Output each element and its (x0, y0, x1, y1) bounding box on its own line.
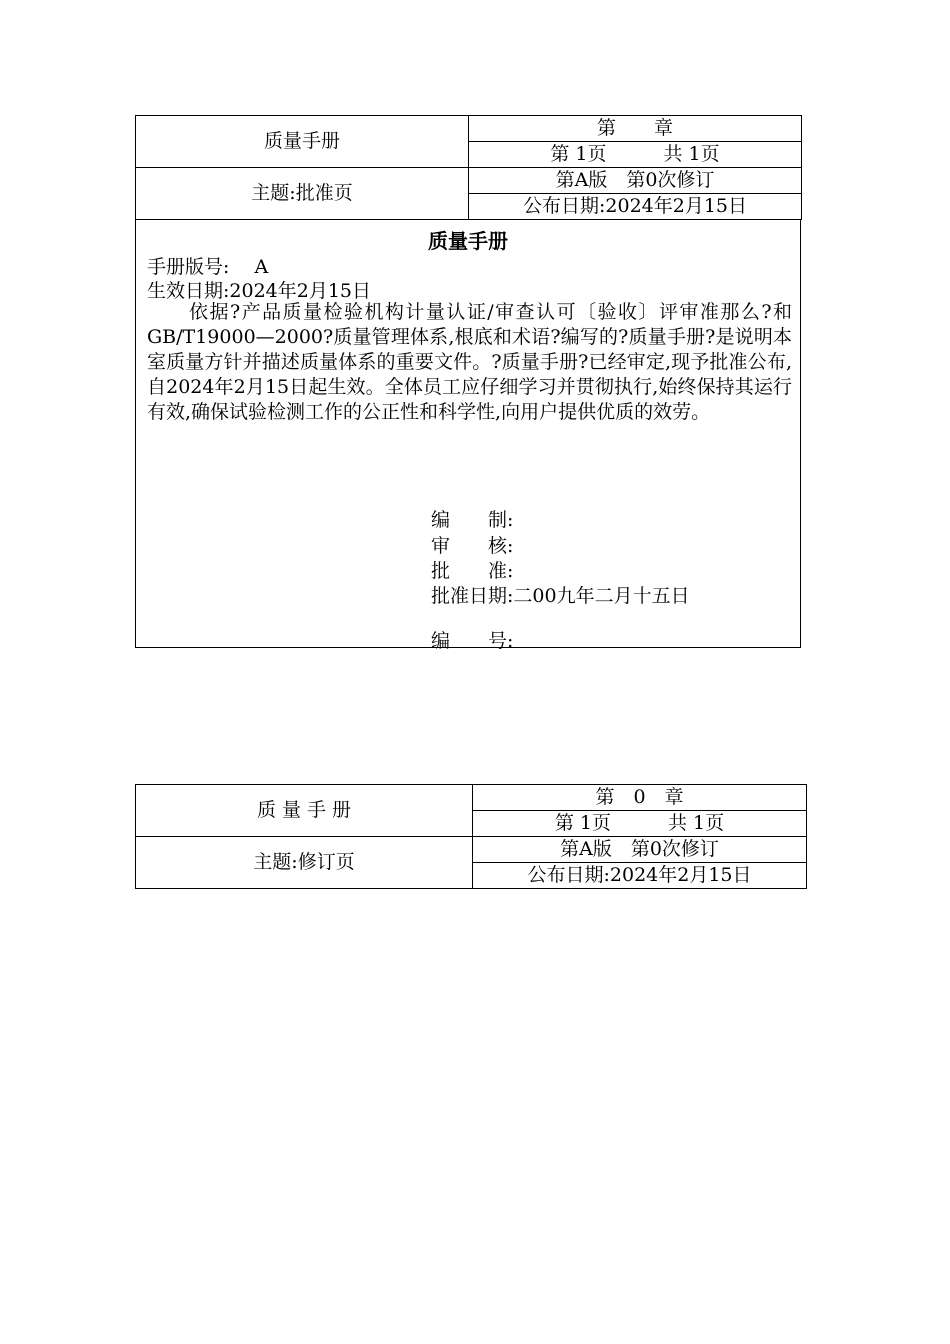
reviewed-by-label: 审 核: (431, 535, 514, 557)
subject-label: 主题:修订页 (136, 837, 473, 889)
publish-date: 公布日期:2024年2月15日 (473, 863, 807, 889)
page-info: 第 1页 共 1页 (473, 811, 807, 837)
publish-date: 公布日期:2024年2月15日 (469, 194, 802, 220)
manual-version: 手册版号: A (147, 256, 269, 278)
approval-body (135, 220, 801, 652)
version-label: 第A版 第0次修订 (473, 837, 807, 863)
approval-paragraph: 依据?产品质量检验机构计量认证/审查认可〔验收〕评审准那么?和GB/T19000—2000?质量管理体系,根底和术语?编写的?质量手册?是说明本室质量方针并描述质量体系的重要文件。?质量手册?已经审定,现予批准公布,自2024年2月15日起生效。全体员工应仔细学习并贯彻执行,始终保持其运行有效,确保试验检测工作的公正性和科学性,向用户提供优质的效劳。 (147, 301, 792, 423)
chapter-label: 第 章 (469, 116, 802, 142)
document-title: 质量手册 (428, 229, 508, 253)
page1-header-table (135, 115, 802, 220)
document-number-label: 编 号: (431, 630, 514, 652)
subject-label: 主题:批准页 (136, 168, 469, 220)
page-info: 第 1页 共 1页 (469, 142, 802, 168)
manual-title: 质 量 手 册 (136, 785, 473, 837)
manual-title: 质量手册 (136, 116, 469, 168)
compiled-by-label: 编 制: (431, 509, 514, 531)
version-label: 第A版 第0次修订 (469, 168, 802, 194)
effective-date: 生效日期:2024年2月15日 (147, 280, 372, 302)
page2-header-table (135, 784, 807, 889)
approval-date: 批准日期:二00九年二月十五日 (431, 585, 690, 607)
approved-by-label: 批 准: (431, 560, 514, 582)
chapter-label: 第 0 章 (473, 785, 807, 811)
